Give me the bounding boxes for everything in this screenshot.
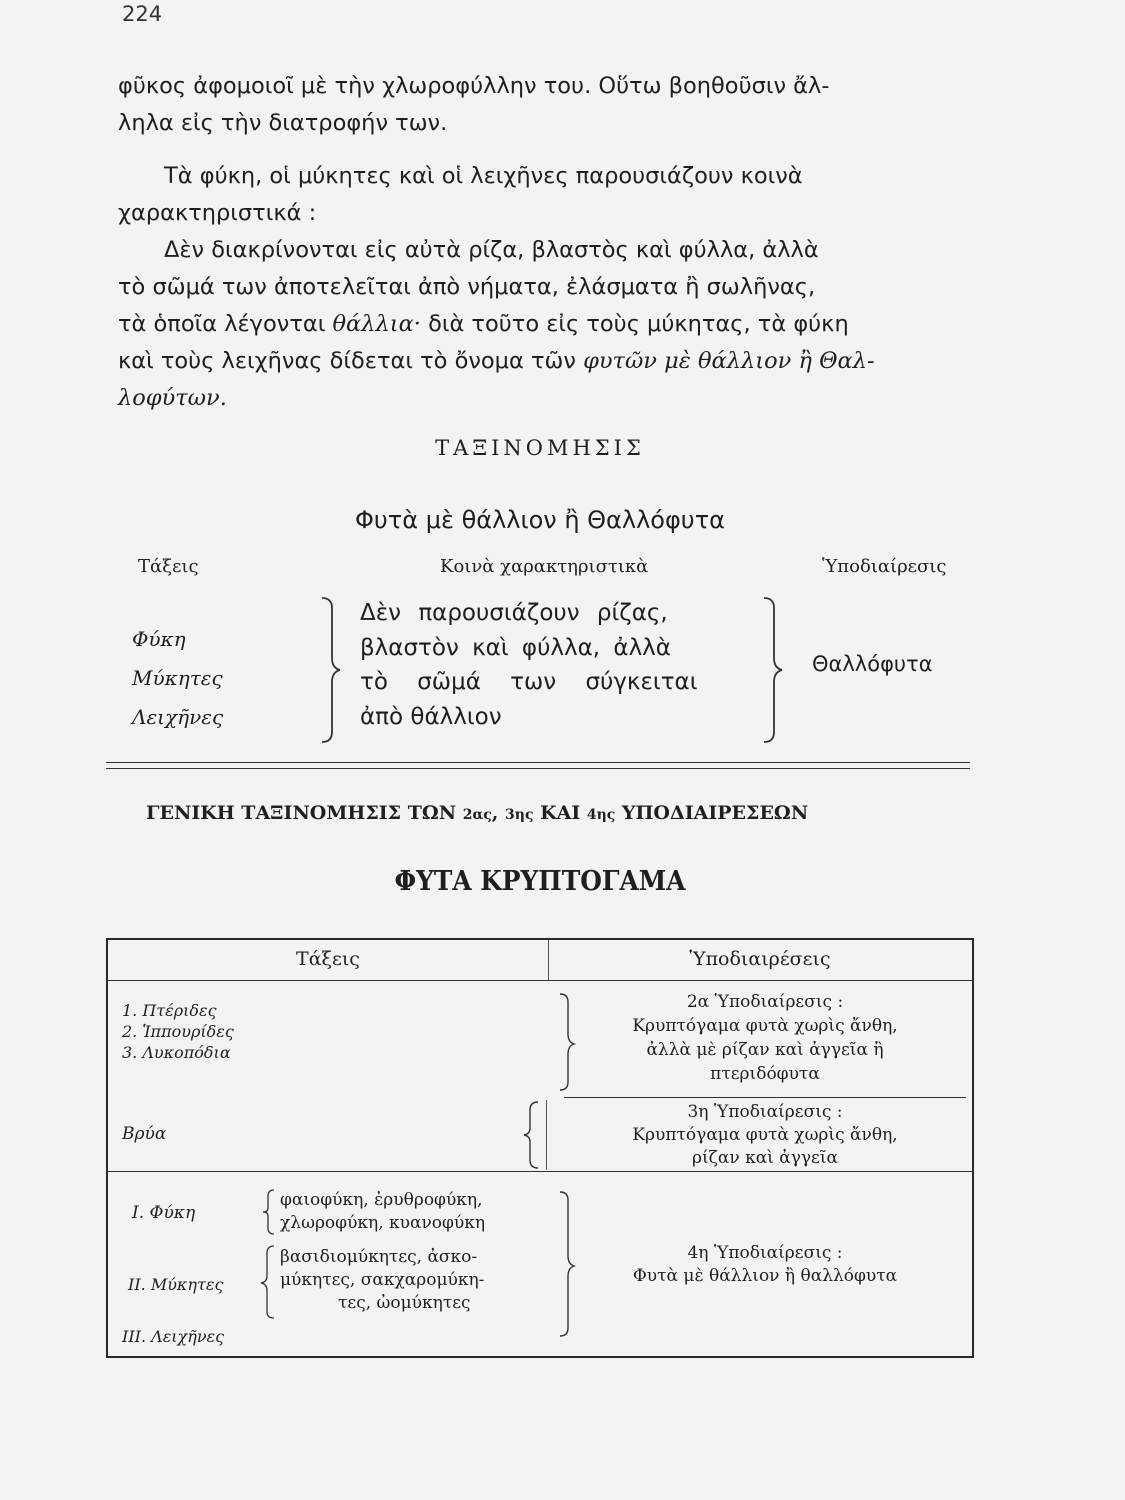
algae-types xyxy=(280,1189,485,1235)
class-item: Λειχῆνες xyxy=(132,705,224,729)
intro-paragraph xyxy=(118,68,978,142)
type-line: φαιοφύκη, ἐρυθροφύκη, xyxy=(280,1190,483,1210)
subdivision-line: ρίζαν καὶ ἀγγεῖα xyxy=(691,1148,839,1168)
subdivision-line: Κρυπτόγαμα φυτὰ χωρὶς ἄνθη, xyxy=(632,1125,898,1145)
text-line: χαρακτηριστικά : xyxy=(118,200,317,226)
group3-fungi: II. Μύκητες xyxy=(128,1275,224,1294)
group1-subdivision xyxy=(564,990,966,1086)
text-line: Δὲν διακρίνονται εἰς αὐτὰ ρίζα, βλαστὸς καὶ φύλλα, ἀλλὰ xyxy=(164,237,819,263)
subdivision-line: 4η Ὑποδιαίρεσις : xyxy=(687,1243,843,1263)
features-text xyxy=(360,596,698,734)
group3-subdivision xyxy=(564,1242,966,1288)
class-item: Φύκη xyxy=(132,627,186,651)
text-span: τὰ ὁποῖα λέγονται xyxy=(118,311,333,337)
type-line: βασιδιομύκητες, ἀσκο- xyxy=(280,1247,478,1267)
term-thallia: θάλλια· xyxy=(332,311,421,337)
heading-text: ΓΕΝΙΚΗ ΤΑΞΙΝΟΜΗΣΙΣ ΤΩΝ xyxy=(146,802,463,824)
double-rule-bottom xyxy=(106,768,970,769)
feature-line: βλαστὸν καὶ φύλλα, ἀλλὰ xyxy=(360,634,671,661)
general-classification-heading xyxy=(146,802,808,824)
algae-brace xyxy=(260,1188,280,1236)
classes-list xyxy=(132,620,223,737)
intro-line: ληλα εἰς τὴν διατροφήν των. xyxy=(118,110,448,136)
heading-text: , xyxy=(491,802,506,824)
subdivision-line: Κρυπτόγαμα φυτὰ χωρὶς ἄνθη, xyxy=(632,1016,898,1036)
text-line xyxy=(118,343,978,380)
page-number: 224 xyxy=(122,2,163,26)
ordinal-3: 3ης xyxy=(505,807,534,823)
group2-class: Βρύα xyxy=(122,1124,167,1144)
group1-classes xyxy=(122,1000,234,1063)
classification-heading: ΤΑΞΙΝΟΜΗΣΙΣ xyxy=(435,436,645,460)
text-line: λοφύτων. xyxy=(118,385,227,411)
subdivision-line: πτεριδόφυτα xyxy=(710,1064,820,1084)
text-span: καὶ τοὺς λειχῆνας δίδεται τὸ ὄνομα τῶν xyxy=(118,348,584,374)
feature-line: τὸ σῶμά των σύγκειται xyxy=(360,669,698,695)
column-header-features: Κοινὰ χαρακτηριστικὰ xyxy=(440,556,649,577)
heading-text: ΚΑΙ xyxy=(533,802,587,824)
feature-line: Δὲν παρουσιάζουν ρίζας, xyxy=(360,600,668,626)
class-item: 2. Ἱππουρίδες xyxy=(122,1022,234,1041)
table-header-classes: Τάξεις xyxy=(296,948,360,970)
row2-rule xyxy=(108,1171,972,1172)
column-header-classes: Τάξεις xyxy=(138,556,199,577)
table-header-subdivisions: Ὑποδιαιρέσεις xyxy=(689,948,831,970)
header-rule xyxy=(108,980,972,981)
class-item: 1. Πτέριδες xyxy=(122,1001,217,1020)
type-line: τες, ὠομύκητες xyxy=(338,1293,471,1313)
group2-subdivision xyxy=(564,1101,966,1170)
subdivision-value: Θαλλόφυτα xyxy=(812,652,933,676)
feature-line: ἀπὸ θάλλιον xyxy=(360,703,502,730)
cryptogam-table xyxy=(106,938,974,1358)
type-line: μύκητες, σακχαρομύκη- xyxy=(280,1270,485,1290)
text-line: Τὰ φύκη, οἱ μύκητες καὶ οἱ λειχῆνες παρουσιάζουν κοινὰ xyxy=(164,163,803,189)
double-rule-top xyxy=(106,762,970,763)
intro-line: φῦκος ἀφομοιοῖ μὲ τὴν χλωροφύλλην του. Οὕτω βοηθοῦσιν ἄλ- xyxy=(118,73,830,99)
text-span: διὰ τοῦτο εἰς τοὺς μύκητας, τὰ φύκη xyxy=(420,311,849,337)
group3-algae: I. Φύκη xyxy=(132,1203,196,1223)
group2-brace-left xyxy=(520,1100,544,1170)
class-item: Μύκητες xyxy=(132,666,223,690)
text-line xyxy=(118,306,978,343)
ordinal-4: 4ης xyxy=(586,807,616,823)
thallophyta-subheading: Φυτὰ μὲ θάλλιον ἢ Θαλλόφυτα xyxy=(355,506,725,534)
fungi-brace xyxy=(258,1244,280,1320)
term-thallophyta: φυτῶν μὲ θάλλιον ἢ Θαλ- xyxy=(583,348,875,374)
subdivision-line: Φυτὰ μὲ θάλλιον ἢ θαλλόφυτα xyxy=(632,1266,898,1286)
right-bracket xyxy=(752,596,792,744)
subdivision-line: 2α Ὑποδιαίρεσις : xyxy=(686,992,844,1012)
type-line: χλωροφύκη, κυανοφύκη xyxy=(280,1213,486,1233)
left-bracket xyxy=(308,596,348,744)
subdivision-line: 3η Ὑποδιαίρεσις : xyxy=(687,1102,843,1122)
class-item: 3. Λυκοπόδια xyxy=(122,1043,231,1062)
cryptogams-title: ΦΥΤΑ ΚΡΥΠΤΟΓΑΜΑ xyxy=(394,866,686,897)
heading-text: ΥΠΟΔΙΑΙΡΕΣΕΩΝ xyxy=(615,802,809,824)
subdivision-line: ἀλλὰ μὲ ρίζαν καὶ ἀγγεῖα ἢ xyxy=(646,1040,884,1060)
group2-divider xyxy=(546,1100,547,1170)
row1-rule xyxy=(564,1097,966,1098)
ordinal-2: 2ας xyxy=(462,807,492,823)
column-header-subdivision: Ὑποδιαίρεσις xyxy=(822,556,947,577)
text-line: τὸ σῶμά των ἀποτελεῖται ἀπὸ νήματα, ἐλάσματα ἢ σωλῆνας, xyxy=(118,274,816,300)
group3-lichens: III. Λειχῆνες xyxy=(122,1327,225,1346)
common-characteristics-paragraph xyxy=(118,158,978,417)
fungi-types xyxy=(280,1246,484,1315)
